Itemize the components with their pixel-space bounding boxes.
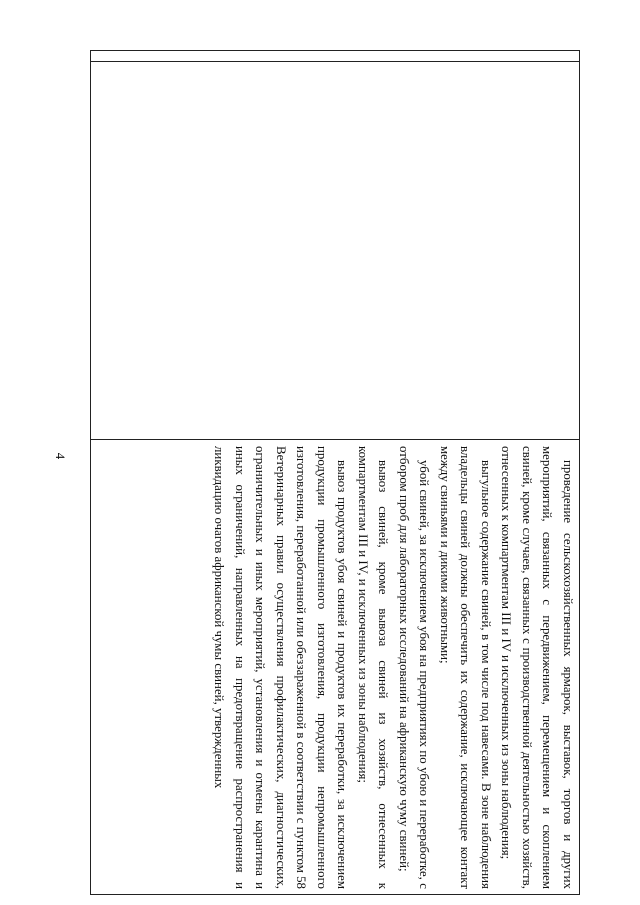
paragraph-slaughter-ban: убой свиней, за исключением убоя на предприятиях по убою и переработке, с отбором проб для лабораторных исследований на африканскую чуму свиней; [397,446,432,889]
paragraph-fairs-ban: проведение сельскохозяйственных ярмарок, выставок, торгов и других мероприятий, связанных с передвижением, перемещением и скоплением свиней, кроме случаев, связанных с производственной деятельностью хозяйств, отнесенных к компартментам III и IV и исключенных из зоны наблюдения; [499,446,575,889]
table-cell-empty [91,62,580,440]
table-cell-narrow [91,51,580,62]
page-number: 4 [53,452,68,460]
document-table [90,50,580,895]
paragraph-free-range-ban: выгульное содержание свиней, в том числе под навесами. В зоне наблюдения владельцы свиней должны обеспечить их содержание, исключающее контакт между свиньями и дикими животными; [438,446,493,889]
paragraph-products-export-ban: вывоз продуктов убоя свиней и продуктов их переработки, за исключением продукции промышленного изготовления, продукции непромышленного изготовления, переработанной или обеззараженной в соответствии с пунктом 58 Ветеринарных правил осуществления профилактических, диагностических, ограничительных и иных мероприятий, установления и отмены карантина и иных ограничений, направленных на предотвращение распространения и ликвидацию очагов африканской чумы свиней, утвержденных [212,446,350,889]
table-cell-measures [91,440,580,895]
rotated-table-container [90,50,580,889]
table-row [91,51,580,895]
paragraph-pig-export-ban: вывоз свиней, кроме вывоза свиней из хозяйств, отнесенных к компартментам III и IV, и исключенных из зоны наблюдения; [356,446,391,889]
